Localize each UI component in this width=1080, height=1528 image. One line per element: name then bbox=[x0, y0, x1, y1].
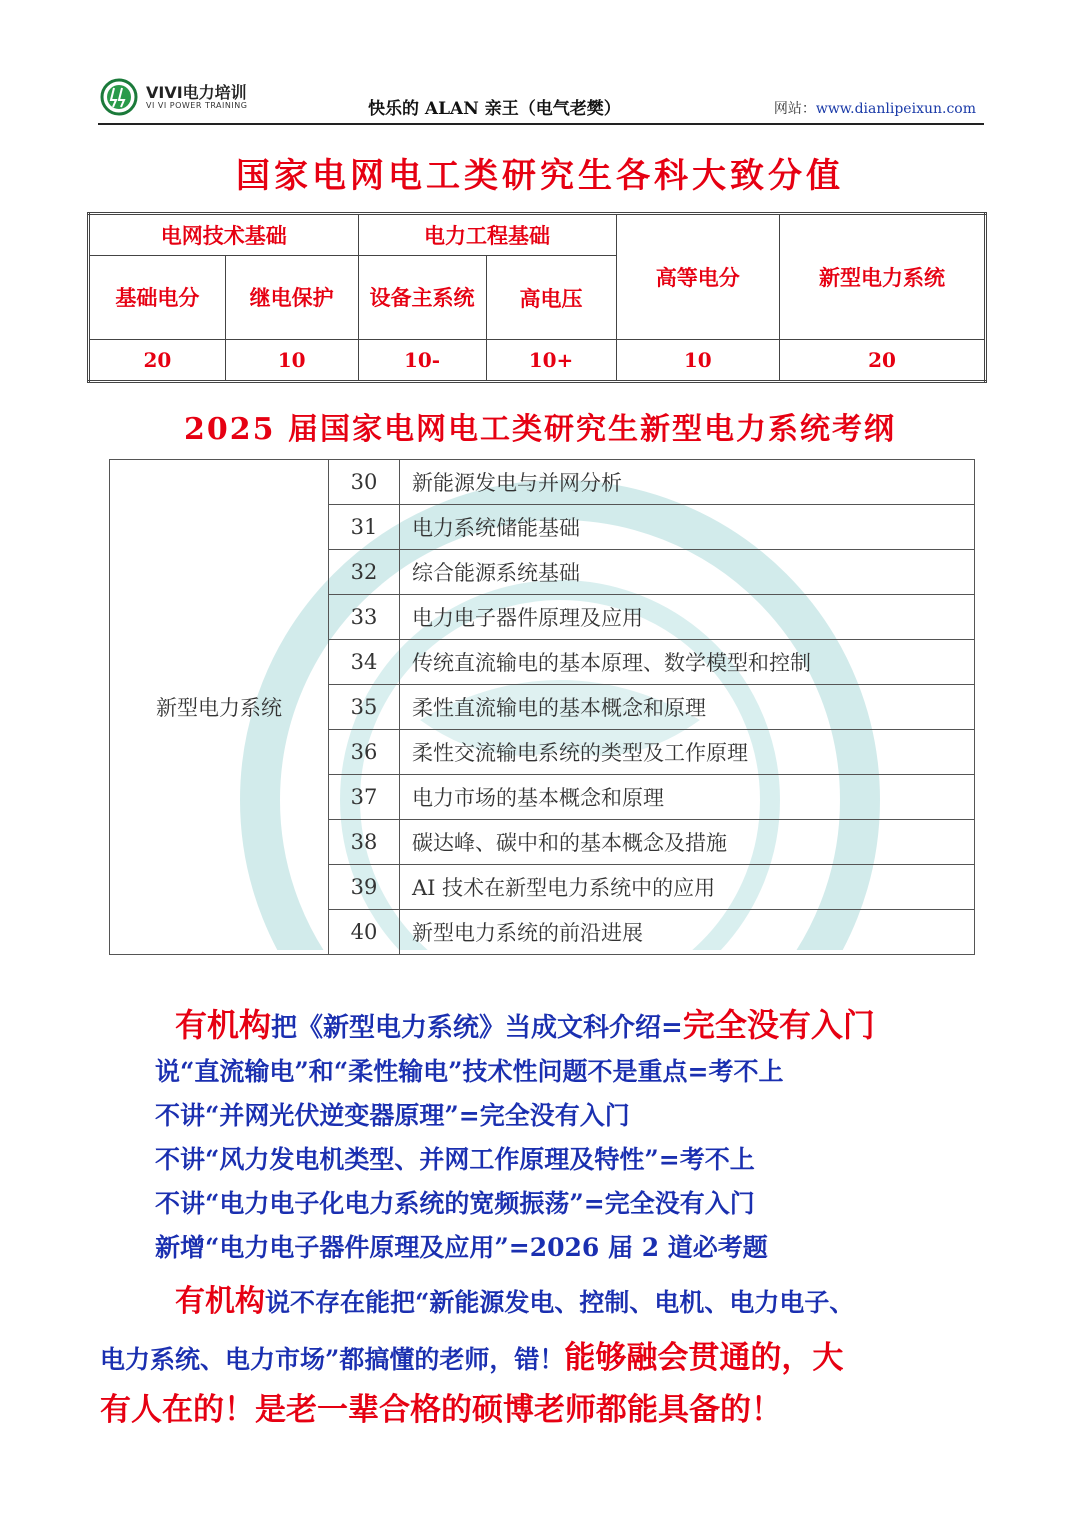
score-table-title: 国家电网电工类研究生各科大致分值 bbox=[236, 156, 844, 196]
vivi-logo-icon bbox=[100, 78, 138, 116]
syllabus-topic: 新型电力系统的前沿进展 bbox=[400, 910, 975, 955]
syllabus-topic: 电力电子器件原理及应用 bbox=[400, 595, 975, 640]
syllabus-topic: 电力系统储能基础 bbox=[400, 505, 975, 550]
syllabus-table bbox=[109, 459, 975, 955]
syllabus-number: 35 bbox=[329, 685, 400, 730]
syllabus-number: 30 bbox=[329, 460, 400, 505]
col-basic-circuit: 基础电分 bbox=[89, 256, 226, 340]
syllabus-topic: 传统直流输电的基本原理、数学模型和控制 bbox=[400, 640, 975, 685]
value-higher-analysis: 10 bbox=[616, 340, 779, 382]
value-basic-circuit: 20 bbox=[89, 340, 226, 382]
syllabus-topic: 综合能源系统基础 bbox=[400, 550, 975, 595]
syllabus-title: 2025 届国家电网电工类研究生新型电力系统考纲 bbox=[184, 412, 896, 447]
syllabus-number: 31 bbox=[329, 505, 400, 550]
note-line-9: 有人在的！是老一辈合格的硕博老师都能具备的！ bbox=[100, 1392, 782, 1428]
note-line-5: 不讲“电力电子化电力系统的宽频振荡”=完全没有入门 bbox=[155, 1189, 755, 1218]
syllabus-row bbox=[110, 460, 975, 505]
website-label: 网站： bbox=[773, 101, 816, 117]
syllabus-number: 32 bbox=[329, 550, 400, 595]
syllabus-topic: 新能源发电与并网分析 bbox=[400, 460, 975, 505]
header-divider bbox=[98, 123, 984, 125]
value-new-power-system: 20 bbox=[779, 340, 985, 382]
syllabus-number: 33 bbox=[329, 595, 400, 640]
note-line-3: 不讲“并网光伏逆变器原理”=完全没有入门 bbox=[155, 1101, 630, 1130]
group-grid-tech: 电网技术基础 bbox=[89, 214, 359, 256]
syllabus-number: 39 bbox=[329, 865, 400, 910]
syllabus-number: 38 bbox=[329, 820, 400, 865]
group-power-eng: 电力工程基础 bbox=[358, 214, 616, 256]
syllabus-number: 37 bbox=[329, 775, 400, 820]
syllabus-topic: AI 技术在新型电力系统中的应用 bbox=[400, 865, 975, 910]
note-line-6: 新增“电力电子器件原理及应用”=2026 届 2 道必考题 bbox=[155, 1233, 768, 1262]
syllabus-topic: 柔性直流输电的基本概念和原理 bbox=[400, 685, 975, 730]
col-relay-protection: 继电保护 bbox=[225, 256, 358, 340]
syllabus-number: 36 bbox=[329, 730, 400, 775]
col-new-power-system: 新型电力系统 bbox=[779, 214, 985, 340]
col-equipment-system: 设备主系统 bbox=[358, 256, 486, 340]
syllabus-topic: 柔性交流输电系统的类型及工作原理 bbox=[400, 730, 975, 775]
syllabus-topic: 碳达峰、碳中和的基本概念及措施 bbox=[400, 820, 975, 865]
note-line-4: 不讲“风力发电机类型、并网工作原理及特性”=考不上 bbox=[155, 1145, 755, 1174]
syllabus-number: 34 bbox=[329, 640, 400, 685]
website-link[interactable]: www.dianlipeixun.com bbox=[815, 101, 976, 117]
page-header bbox=[98, 74, 982, 126]
note-line-8: 电力系统、电力市场”都搞懂的老师，错！能够融会贯通的，大 bbox=[100, 1340, 844, 1376]
syllabus-number: 40 bbox=[329, 910, 400, 955]
header-author: 快乐的 ALAN 亲王（电气老樊） bbox=[368, 99, 621, 119]
header-website bbox=[774, 98, 976, 118]
syllabus-category: 新型电力系统 bbox=[110, 460, 329, 955]
col-higher-analysis: 高等电分 bbox=[616, 214, 779, 340]
score-table bbox=[87, 212, 987, 383]
value-equipment-system: 10- bbox=[358, 340, 486, 382]
syllabus-topic: 电力市场的基本概念和原理 bbox=[400, 775, 975, 820]
note-line-2: 说“直流输电”和“柔性输电”技术性问题不是重点=考不上 bbox=[155, 1057, 784, 1086]
logo-name: VIVI电力培训 bbox=[146, 83, 247, 102]
logo-subtitle: VI VI POWER TRAINING bbox=[146, 101, 248, 110]
note-line-7: 有机构说不存在能把“新能源发电、控制、电机、电力电子、 bbox=[175, 1284, 855, 1319]
value-high-voltage: 10+ bbox=[486, 340, 616, 382]
note-line-1: 有机构把《新型电力系统》当成文科介绍=完全没有入门 bbox=[175, 1006, 875, 1044]
value-relay-protection: 10 bbox=[225, 340, 358, 382]
col-high-voltage: 高电压 bbox=[486, 256, 616, 340]
